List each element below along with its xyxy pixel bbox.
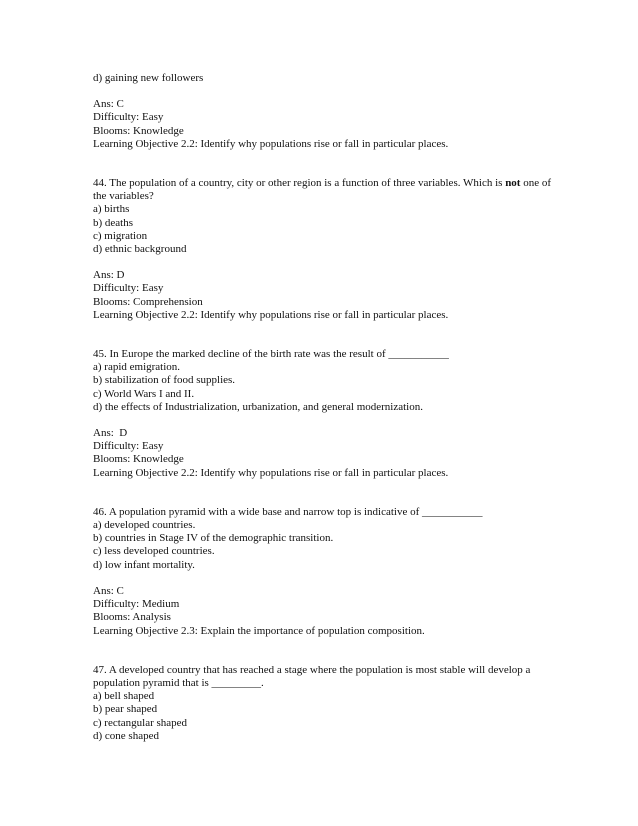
option-d: d) low infant mortality. [93,558,195,571]
difficulty: Difficulty: Easy [93,282,164,295]
question-stem-continued: the variables? [93,190,154,203]
question-stem: 47. A developed country that has reached a stage where the population is most stable will develop a [93,663,531,676]
option-d: d) gaining new followers [93,72,204,84]
question-stem: 45. In Europe the marked decline of the birth rate was the result of ___________ [93,348,449,361]
option-b: b) countries in Stage IV of the demographic transition. [93,532,334,545]
blooms: Blooms: Analysis [93,611,171,624]
option-a: a) developed countries. [93,519,196,532]
answer: Ans: D [93,427,128,440]
document-content [93,72,598,743]
learning-objective: Learning Objective 2.2: Identify why populations rise or fall in particular places. [93,466,449,479]
answer: Ans: C [93,584,124,597]
stem-emphasis: not [505,177,521,190]
learning-objective: Learning Objective 2.3: Explain the importance of population composition. [93,624,425,637]
question-43-tail [93,72,598,151]
learning-objective: Learning Objective 2.2: Identify why populations rise or fall in particular places. [93,308,449,321]
learning-objective: Learning Objective 2.2: Identify why populations rise or fall in particular places. [93,137,449,150]
stem-text-end: one of [520,177,552,190]
option-b: b) deaths [93,216,134,229]
option-d: d) ethnic background [93,243,187,256]
option-d: d) cone shaped [93,729,159,742]
question-stem: 46. A population pyramid with a wide base and narrow top is indicative of ___________ [93,505,483,518]
option-a: a) births [93,203,130,216]
question-47 [93,664,598,743]
option-d: d) the effects of Industrialization, urbanization, and general modernization. [93,400,423,413]
option-b: b) pear shaped [93,703,158,716]
option-c: c) rectangular shaped [93,716,188,729]
difficulty: Difficulty: Easy [93,440,164,453]
question-45 [93,348,598,480]
difficulty: Difficulty: Medium [93,598,180,611]
option-a: a) bell shaped [93,690,155,703]
blooms: Blooms: Knowledge [93,124,184,137]
question-stem-continued: population pyramid that is _________. [93,676,264,689]
option-b: b) stabilization of food supplies. [93,374,236,387]
blooms: Blooms: Knowledge [93,453,184,466]
blooms: Blooms: Comprehension [93,295,203,308]
difficulty: Difficulty: Easy [93,111,164,124]
question-44 [93,177,598,322]
option-a: a) rapid emigration. [93,361,181,374]
option-c: c) less developed countries. [93,545,215,558]
option-c: c) World Wars I and II. [93,387,195,400]
question-stem [93,177,598,190]
answer: Ans: C [93,98,124,111]
option-c: c) migration [93,229,148,242]
stem-text: 44. The population of a country, city or other region is a function of three variables. Which is [93,177,506,190]
question-46 [93,506,598,638]
answer: Ans: D [93,269,125,282]
